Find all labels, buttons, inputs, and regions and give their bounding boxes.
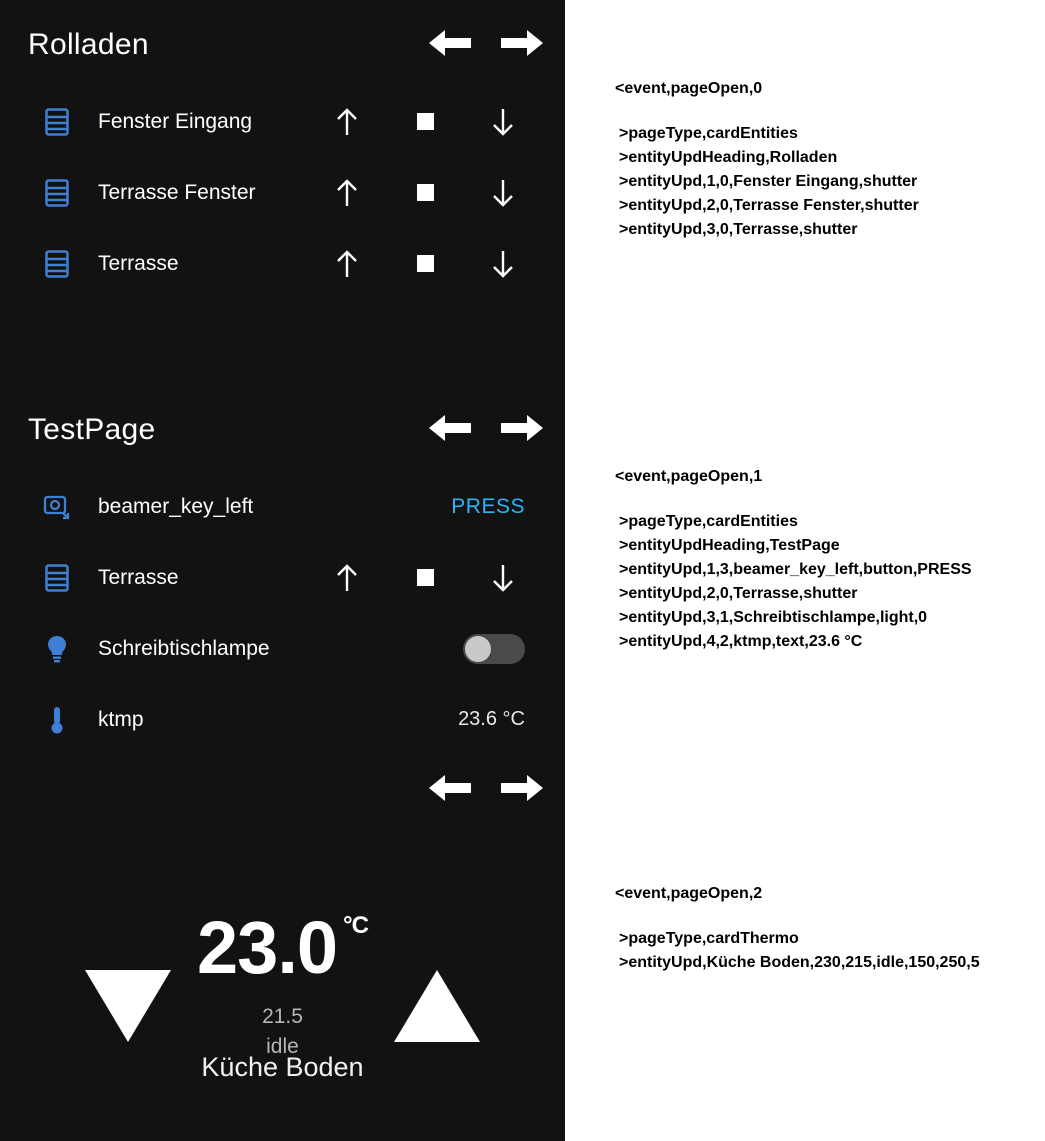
text-value-control: [458, 684, 525, 755]
bulb-icon: [40, 634, 74, 664]
list-item-label: Terrasse Fenster: [98, 180, 256, 204]
target-temperature: 21.5: [262, 1005, 303, 1028]
log-line: >pageType,cardThermo: [619, 930, 799, 947]
arrow-up-icon[interactable]: [325, 100, 369, 144]
current-temperature-value: 23.0: [197, 906, 338, 989]
entity-rows: [0, 86, 565, 299]
log-line: >entityUpdHeading,TestPage: [619, 537, 840, 554]
card-header: [0, 765, 565, 851]
shutter-controls: [325, 86, 525, 157]
toggle-control: [463, 613, 525, 684]
thermometer-icon: [40, 705, 74, 735]
log-event-line: <event,pageOpen,0: [615, 80, 763, 97]
stop-square-icon[interactable]: [403, 100, 447, 144]
list-item[interactable]: [0, 157, 565, 228]
list-item-label: Schreibtischlampe: [98, 636, 270, 660]
arrow-right-icon[interactable]: [501, 771, 543, 805]
log-line: >entityUpd,1,0,Fenster Eingang,shutter: [619, 173, 918, 190]
list-item[interactable]: [0, 228, 565, 299]
list-item[interactable]: [0, 613, 565, 684]
arrow-left-icon[interactable]: [429, 26, 471, 60]
log-lines: [619, 510, 972, 654]
arrow-down-icon[interactable]: [481, 171, 525, 215]
log-lines: [619, 927, 980, 975]
temperature-unit: °C: [343, 912, 368, 940]
serial-log-panel: [565, 0, 1045, 1141]
arrow-right-icon[interactable]: [501, 411, 543, 445]
list-item[interactable]: [0, 684, 565, 755]
card-entities-testpage: [0, 385, 565, 755]
entity-rows: [0, 471, 565, 755]
log-line: >entityUpdHeading,Rolladen: [619, 149, 838, 166]
button-control: [451, 471, 525, 542]
log-block: [615, 468, 972, 654]
stop-square-icon[interactable]: [403, 242, 447, 286]
log-line: >entityUpd,1,3,beamer_key_left,button,PRESS: [619, 561, 972, 578]
shutter-controls: [325, 228, 525, 299]
stop-square-icon[interactable]: [403, 556, 447, 600]
shutter-icon: [40, 564, 74, 592]
arrow-right-icon[interactable]: [501, 26, 543, 60]
log-line: >entityUpd,2,0,Terrasse Fenster,shutter: [619, 197, 919, 214]
nav-arrows: [429, 771, 543, 805]
page-title: TestPage: [28, 413, 156, 446]
nav-arrows: [429, 26, 543, 60]
log-line: >entityUpd,Küche Boden,230,215,idle,150,250,5: [619, 954, 980, 971]
list-item-label: Terrasse: [98, 251, 179, 275]
arrow-left-icon[interactable]: [429, 771, 471, 805]
log-block: [615, 80, 919, 242]
log-event-line: <event,pageOpen,2: [615, 885, 763, 902]
light-toggle[interactable]: [463, 634, 525, 664]
arrow-up-icon[interactable]: [325, 556, 369, 600]
shutter-controls: [325, 542, 525, 613]
arrow-down-icon[interactable]: [481, 242, 525, 286]
arrow-up-icon[interactable]: [325, 171, 369, 215]
shutter-controls: [325, 157, 525, 228]
arrow-up-icon[interactable]: [325, 242, 369, 286]
shutter-icon: [40, 250, 74, 278]
arrow-down-icon[interactable]: [481, 100, 525, 144]
log-line: >pageType,cardEntities: [619, 513, 798, 530]
log-line: >entityUpd,4,2,ktmp,text,23.6 °C: [619, 633, 863, 650]
list-item[interactable]: [0, 471, 565, 542]
list-item-label: beamer_key_left: [98, 494, 254, 518]
shutter-icon: [40, 108, 74, 136]
nav-arrows: [429, 411, 543, 445]
temperature-value: 23.6 °C: [458, 708, 525, 730]
thermo-entity-name: Küche Boden: [201, 1052, 364, 1082]
list-item[interactable]: [0, 86, 565, 157]
log-line: >entityUpd,2,0,Terrasse,shutter: [619, 585, 858, 602]
shutter-icon: [40, 179, 74, 207]
card-separator: [0, 755, 565, 765]
log-lines: [619, 122, 919, 242]
projector-icon: [40, 493, 74, 521]
arrow-down-icon[interactable]: [481, 556, 525, 600]
card-header: [0, 0, 565, 86]
toggle-knob: [465, 636, 491, 662]
stop-square-icon[interactable]: [403, 171, 447, 215]
card-thermo: [0, 765, 565, 1105]
log-line: >pageType,cardEntities: [619, 125, 798, 142]
log-line: >entityUpd,3,1,Schreibtischlampe,light,0: [619, 609, 928, 626]
list-item-label: Fenster Eingang: [98, 109, 253, 133]
arrow-left-icon[interactable]: [429, 411, 471, 445]
list-item-label: ktmp: [98, 707, 144, 731]
status-badge: idle: [266, 1035, 299, 1058]
press-button[interactable]: PRESS: [451, 494, 525, 518]
card-entities-rolladen: [0, 0, 565, 299]
card-separator: [0, 299, 565, 385]
log-line: >entityUpd,3,0,Terrasse,shutter: [619, 221, 858, 238]
log-block: [615, 885, 980, 975]
card-header: [0, 385, 565, 471]
page-title: Rolladen: [28, 28, 149, 61]
current-temperature: [0, 906, 565, 989]
list-item[interactable]: [0, 542, 565, 613]
log-event-line: <event,pageOpen,1: [615, 468, 763, 485]
thermo-body: [0, 895, 565, 1141]
list-item-label: Terrasse: [98, 565, 179, 589]
